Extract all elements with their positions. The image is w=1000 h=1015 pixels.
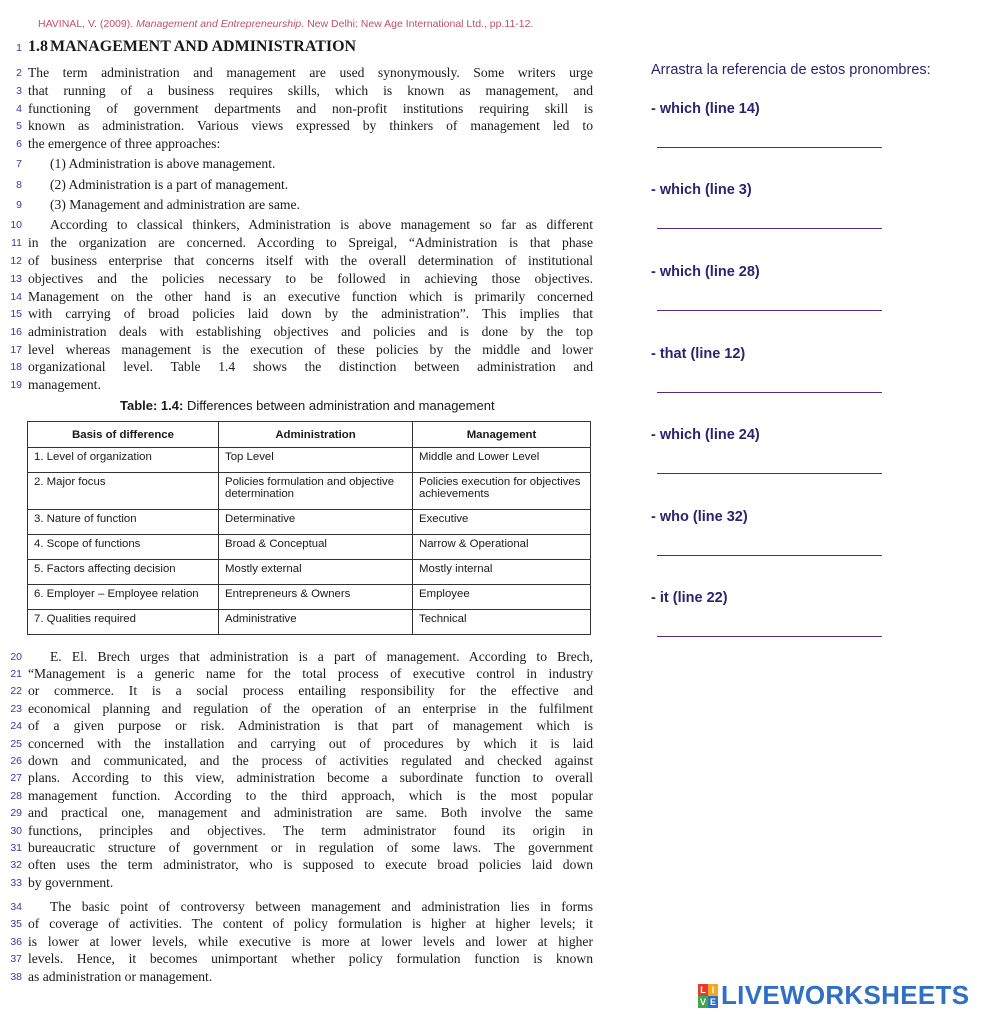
line-number: 8 — [16, 179, 22, 191]
section-heading — [28, 38, 356, 56]
passage-line: and practical one, management and administration are same. Both involve the same — [28, 805, 593, 820]
liveworksheets-logo — [698, 980, 969, 1011]
passage-line: often uses the term administrator, who is supposed to execute broad policies laid down — [28, 857, 593, 872]
passage-line: down and communicated, and the process of activities regulated and checked against — [28, 753, 593, 768]
line-number: 30 — [10, 825, 22, 837]
passage-line: levels. Hence, it becomes unimportant whether policy formulation function is known — [28, 951, 593, 966]
table-caption — [120, 398, 495, 413]
line-number: 9 — [16, 199, 22, 211]
passage-line: with carrying of broad policies laid down by the administration”. This implies that — [28, 306, 593, 321]
line-number: 12 — [10, 255, 22, 267]
passage-line: administration deals with establishing objectives and policies and is done by the top — [28, 324, 593, 339]
table-cell: Technical — [413, 610, 591, 635]
section-title: MANAGEMENT AND ADMINISTRATION — [50, 38, 357, 55]
line-number: 7 — [16, 158, 22, 170]
line-number: 2 — [16, 67, 22, 79]
table-cell: Top Level — [219, 448, 413, 473]
passage-line: (3) Management and administration are same. — [50, 197, 300, 212]
table-cell: Executive — [413, 510, 591, 535]
line-number: 23 — [10, 703, 22, 715]
citation-author: HAVINAL, V. (2009). — [38, 18, 137, 30]
passage-line: by government. — [28, 875, 114, 890]
line-number: 4 — [16, 103, 22, 115]
table-caption-label: Table: 1.4: — [120, 398, 184, 413]
question-label: - which (line 3) — [651, 182, 752, 198]
line-number: 32 — [10, 859, 22, 871]
passage-line: functioning of government departments and non-profit institutions requiring skill is — [28, 101, 593, 116]
table-cell: 7. Qualities required — [28, 610, 219, 635]
table-cell: 3. Nature of function — [28, 510, 219, 535]
logo-icon-letter: E — [709, 996, 716, 1007]
table-header: Basis of difference — [28, 422, 219, 448]
passage-line: (2) Administration is a part of management. — [50, 177, 289, 192]
passage-line: The basic point of controversy between management and administration lies in forms — [50, 899, 593, 914]
table-row — [28, 585, 591, 610]
table-cell: 5. Factors affecting decision — [28, 560, 219, 585]
line-number: 11 — [11, 237, 22, 249]
passage-line: “Management is a generic name for the total process of executive control in industry — [28, 666, 593, 681]
line-number: 33 — [10, 877, 22, 889]
line-number: 37 — [10, 953, 22, 965]
table-cell: Narrow & Operational — [413, 535, 591, 560]
table-cell: Mostly external — [219, 560, 413, 585]
line-number: 35 — [10, 918, 22, 930]
question-label: - which (line 28) — [651, 264, 760, 280]
table-header: Administration — [219, 422, 413, 448]
differences-table — [27, 421, 591, 635]
passage-line: functions, principles and objectives. The term administrator found its origin in — [28, 823, 593, 838]
table-header: Management — [413, 422, 591, 448]
line-number: 28 — [10, 790, 22, 802]
passage-line: that running of a business requires skills, which is known as management, and — [28, 83, 593, 98]
question-label: - that (line 12) — [651, 346, 746, 362]
answer-drop-field[interactable] — [657, 125, 882, 148]
line-number: 17 — [10, 344, 22, 356]
passage-line: concerned with the installation and carrying out of procedures by which it is laid — [28, 736, 593, 751]
table-cell: Mostly internal — [413, 560, 591, 585]
logo-icon-letter: V — [699, 996, 706, 1007]
answer-drop-field[interactable] — [657, 533, 882, 556]
passage-line: of a given purpose or risk. Administration is that part of management which is — [28, 718, 593, 733]
line-number: 13 — [10, 273, 22, 285]
line-number: 3 — [16, 85, 22, 97]
line-number: 20 — [10, 651, 22, 663]
logo-icon-letter: L — [698, 984, 708, 996]
passage-line: in the organization are concerned. According to Spreigal, “Administration is that phase — [28, 235, 593, 250]
passage-line: economical planning and regulation of the operation of an enterprise in the fulfilment — [28, 701, 593, 716]
line-number: 10 — [10, 219, 22, 231]
passage-line: the emergence of three approaches: — [28, 136, 221, 151]
question-label: - who (line 32) — [651, 509, 748, 525]
passage-line: Management on the other hand is an executive function which is primarily concerned — [28, 289, 593, 304]
answer-drop-field[interactable] — [657, 614, 882, 637]
table-row — [28, 448, 591, 473]
passage-line: The term administration and management are used synonymously. Some writers urge — [28, 65, 593, 80]
passage-line: objectives and the policies necessary to be followed in achieving those objectives. — [28, 271, 593, 286]
line-number: 34 — [10, 901, 22, 913]
passage-line: bureaucratic structure of government or in regulation of some laws. The government — [28, 840, 593, 855]
table-cell: 2. Major focus — [28, 473, 219, 510]
passage-line: organizational level. Table 1.4 shows the distinction between administration and — [28, 359, 593, 374]
table-cell: Employee — [413, 585, 591, 610]
line-number: 38 — [10, 971, 22, 983]
line-number: 15 — [10, 308, 22, 320]
citation — [38, 18, 533, 30]
table-cell: Broad & Conceptual — [219, 535, 413, 560]
citation-title: Management and Entrepreneurship — [136, 18, 302, 30]
liveworksheets-logo-icon — [698, 984, 718, 1008]
table-cell: Administrative — [219, 610, 413, 635]
table-row — [28, 610, 591, 635]
table-cell: Determinative — [219, 510, 413, 535]
passage-line: is lower at lower levels, while executive is more at lower levels and lower at higher — [28, 934, 593, 949]
line-number: 26 — [10, 755, 22, 767]
line-number: 6 — [16, 138, 22, 150]
line-number: 5 — [16, 120, 22, 132]
passage-line: management. — [28, 377, 101, 392]
table-cell: 1. Level of organization — [28, 448, 219, 473]
passage-line: level whereas management is the execution of these policies by the middle and lower — [28, 342, 593, 357]
answer-drop-field[interactable] — [657, 451, 882, 474]
question-label: - which (line 24) — [651, 427, 760, 443]
line-number: 24 — [10, 720, 22, 732]
table-cell: Policies formulation and objective determination — [219, 473, 413, 510]
passage-line: as administration or management. — [28, 969, 213, 984]
table-cell: 4. Scope of functions — [28, 535, 219, 560]
table-row — [28, 560, 591, 585]
passage-line: management function. According to the third approach, which is the most popular — [28, 788, 593, 803]
table-row — [28, 510, 591, 535]
answer-drop-field[interactable] — [657, 288, 882, 311]
answer-drop-field[interactable] — [657, 370, 882, 393]
table-cell: 6. Employer – Employee relation — [28, 585, 219, 610]
table-caption-text: Differences between administration and management — [183, 398, 495, 413]
passage-line: According to classical thinkers, Administration is above management so far as different — [50, 217, 593, 232]
section-number: 1.8 — [28, 38, 48, 55]
line-number: 19 — [10, 379, 22, 391]
line-number: 36 — [10, 936, 22, 948]
line-number: 16 — [10, 326, 22, 338]
table-row — [28, 535, 591, 560]
table-cell: Middle and Lower Level — [413, 448, 591, 473]
passage-line: of business enterprise that concerns itself with the overall determination of institutional — [28, 253, 593, 268]
table-header-row — [28, 422, 591, 448]
line-number: 25 — [10, 738, 22, 750]
passage-line: (1) Administration is above management. — [50, 156, 276, 171]
passage-line: plans. According to this view, administration become a subordinate function to overall — [28, 770, 593, 785]
passage-line: of coverage of activities. The content of policy formulation is higher at higher levels; it — [28, 916, 593, 931]
table-cell: Policies execution for objectives achievements — [413, 473, 591, 510]
line-number: 21 — [10, 668, 22, 680]
line-number: 27 — [10, 772, 22, 784]
exercise-instruction: Arrastra la referencia de estos pronombres: — [651, 62, 931, 78]
line-number: 14 — [10, 291, 22, 303]
line-number: 22 — [10, 685, 22, 697]
passage-line: E. El. Brech urges that administration is a part of management. According to Brech, — [50, 649, 593, 664]
citation-publisher: . New Delhi: New Age International Ltd., pp.11-12. — [301, 18, 534, 30]
question-label: - which (line 14) — [651, 101, 760, 117]
logo-text: LIVEWORKSHEETS — [721, 980, 970, 1010]
passage-line: or commerce. It is a social process entailing responsibility for the effective and — [28, 683, 593, 698]
logo-icon-letter: I — [708, 984, 718, 996]
line-number: 18 — [10, 361, 22, 373]
table-row — [28, 473, 591, 510]
answer-drop-field[interactable] — [657, 206, 882, 229]
line-number: 1 — [16, 42, 22, 54]
line-number: 31 — [10, 842, 22, 854]
passage-line: known as administration. Various views expressed by thinkers of management led to — [28, 118, 593, 133]
table-cell: Entrepreneurs & Owners — [219, 585, 413, 610]
question-label: - it (line 22) — [651, 590, 728, 606]
line-number: 29 — [10, 807, 22, 819]
